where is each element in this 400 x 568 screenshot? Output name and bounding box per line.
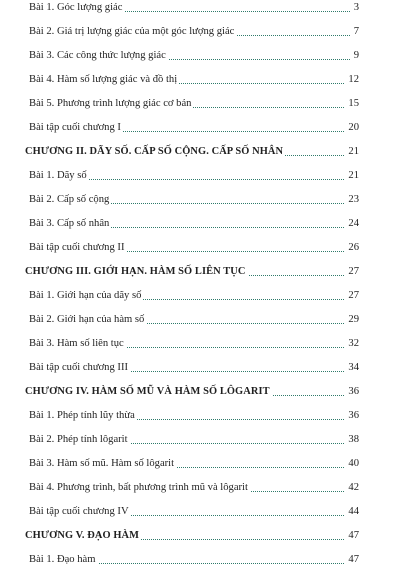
page-number: 12 <box>345 74 359 86</box>
lesson-title: Bài tập cuối chương II <box>29 242 125 253</box>
lesson-title: Bài tập cuối chương III <box>29 362 129 373</box>
page-number: 42 <box>345 482 359 494</box>
toc-lesson-entry[interactable] <box>25 544 359 568</box>
page-number: 44 <box>345 506 359 518</box>
chapter-title: CHƯƠNG V. ĐẠO HÀM <box>25 530 140 541</box>
lesson-title: Bài 4. Phương trình, bất phương trình mũ và lôgarit <box>29 482 248 493</box>
page-number: 27 <box>345 290 359 302</box>
lesson-title: Bài 1. Phép tính lũy thừa <box>29 410 135 421</box>
toc-lesson-entry[interactable] <box>25 304 359 328</box>
lesson-title: Bài 3. Các công thức lượng giác <box>29 50 166 61</box>
lesson-title: Bài 3. Cấp số nhân <box>29 218 110 229</box>
page-number: 23 <box>345 194 359 206</box>
toc-lesson-entry[interactable] <box>25 328 359 352</box>
lesson-title: Bài 1. Giới hạn của dãy số <box>29 290 142 301</box>
toc-lesson-entry[interactable] <box>25 112 359 136</box>
chapter-title: CHƯƠNG III. GIỚI HẠN. HÀM SỐ LIÊN TỤC <box>25 266 246 277</box>
toc-lesson-entry[interactable] <box>25 16 359 40</box>
toc-lesson-entry[interactable] <box>25 400 359 424</box>
lesson-title: Bài 1. Dãy số <box>29 170 87 181</box>
lesson-title: Bài 1. Góc lượng giác <box>29 2 123 13</box>
lesson-title: Bài tập cuối chương IV <box>29 506 129 517</box>
lesson-title: Bài tập cuối chương I <box>29 122 121 133</box>
lesson-title: Bài 2. Phép tính lôgarit <box>29 434 128 445</box>
page-number: 15 <box>345 98 359 110</box>
lesson-title: Bài 4. Hàm số lượng giác và đồ thị <box>29 74 178 85</box>
page-number: 20 <box>345 122 359 134</box>
page-number: 38 <box>345 434 359 446</box>
page-number: 47 <box>345 530 359 542</box>
lesson-title: Bài 5. Phương trình lượng giác cơ bản <box>29 98 192 109</box>
page-number: 21 <box>345 170 359 182</box>
toc-lesson-entry[interactable] <box>25 64 359 88</box>
toc-chapter-entry[interactable] <box>25 136 359 160</box>
page-number: 34 <box>345 362 359 374</box>
lesson-title: Bài 1. Đạo hàm <box>29 554 96 565</box>
page-number: 32 <box>345 338 359 350</box>
toc-lesson-entry[interactable] <box>25 424 359 448</box>
toc-lesson-entry[interactable] <box>25 88 359 112</box>
lesson-title: Bài 2. Giá trị lượng giác của một góc lượng giác <box>29 26 235 37</box>
page-number: 24 <box>345 218 359 230</box>
toc-lesson-entry[interactable] <box>25 40 359 64</box>
toc-lesson-entry[interactable] <box>25 472 359 496</box>
page-number: 29 <box>345 314 359 326</box>
toc-lesson-entry[interactable] <box>25 184 359 208</box>
toc-chapter-entry[interactable] <box>25 256 359 280</box>
toc-lesson-entry[interactable] <box>25 160 359 184</box>
toc-lesson-entry[interactable] <box>25 496 359 520</box>
page-number: 21 <box>345 146 359 158</box>
chapter-title: CHƯƠNG II. DÃY SỐ. CẤP SỐ CỘNG. CẤP SỐ NHÂN <box>25 146 284 157</box>
lesson-title: Bài 2. Giới hạn của hàm số <box>29 314 145 325</box>
page-number: 3 <box>351 2 359 14</box>
toc-lesson-entry[interactable] <box>25 0 359 16</box>
toc-chapter-entry[interactable] <box>25 376 359 400</box>
page-number: 36 <box>345 410 359 422</box>
page-number: 26 <box>345 242 359 254</box>
lesson-title: Bài 2. Cấp số cộng <box>29 194 110 205</box>
lesson-title: Bài 3. Hàm số liên tục <box>29 338 124 349</box>
page-number: 40 <box>345 458 359 470</box>
lesson-title: Bài 3. Hàm số mũ. Hàm số lôgarit <box>29 458 175 469</box>
page-number: 36 <box>345 386 359 398</box>
toc-lesson-entry[interactable] <box>25 448 359 472</box>
page-number: 7 <box>351 26 359 38</box>
toc-lesson-entry[interactable] <box>25 280 359 304</box>
toc-chapter-entry[interactable] <box>25 520 359 544</box>
chapter-title: CHƯƠNG IV. HÀM SỐ MŨ VÀ HÀM SỐ LÔGARIT <box>25 386 270 397</box>
toc-lesson-entry[interactable] <box>25 208 359 232</box>
page-number: 9 <box>351 50 359 62</box>
page-number: 47 <box>345 554 359 566</box>
toc-lesson-entry[interactable] <box>25 232 359 256</box>
page-number: 27 <box>345 266 359 278</box>
toc-lesson-entry[interactable] <box>25 352 359 376</box>
